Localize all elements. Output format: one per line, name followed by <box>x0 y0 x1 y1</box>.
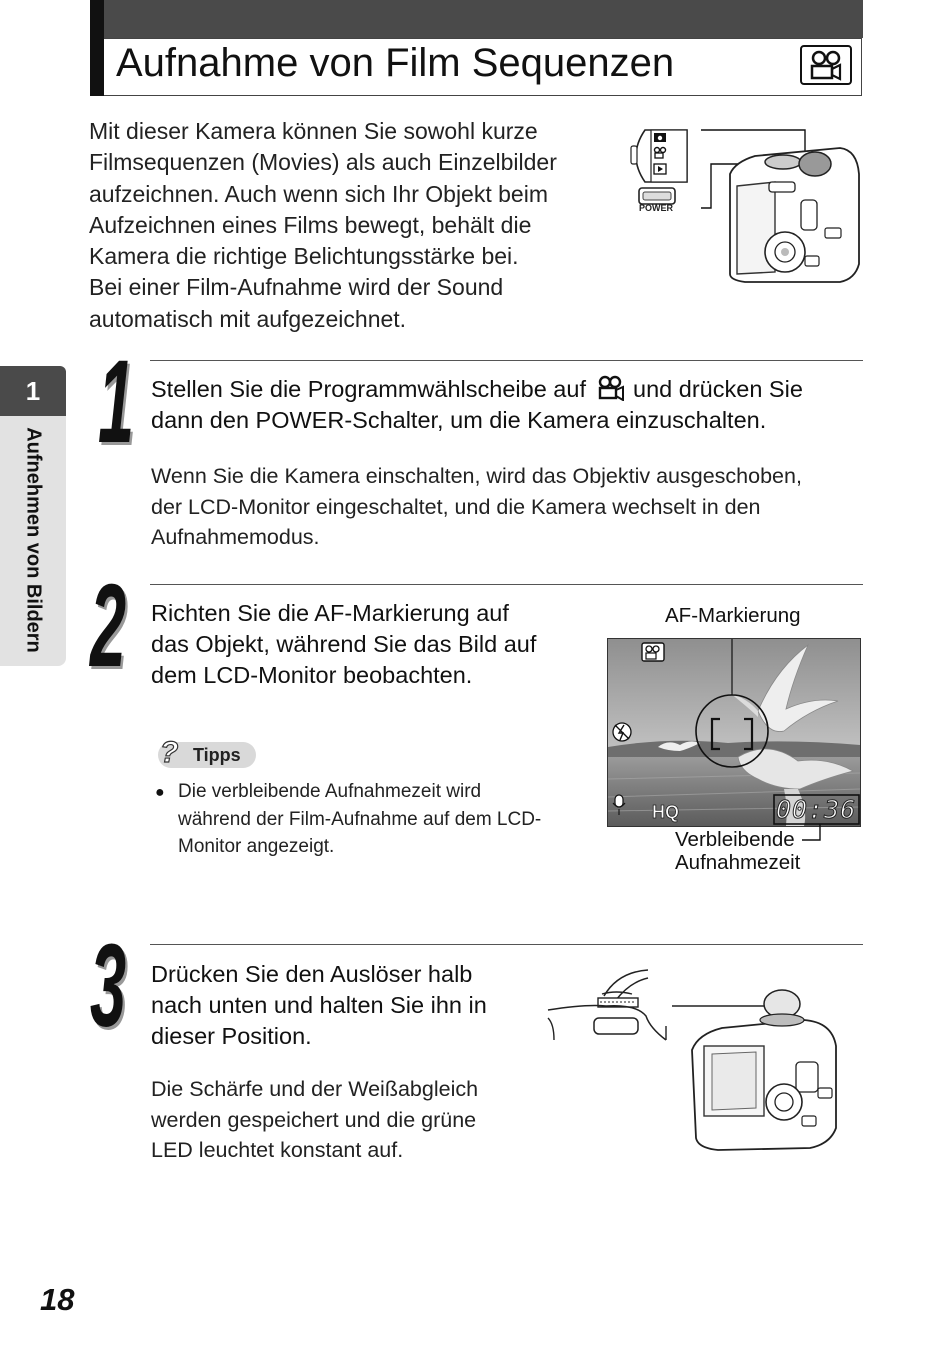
step-1-description-line: der LCD-Monitor eingeschaltet, und die Kamera wechselt in den <box>151 494 761 519</box>
bullet-icon: ● <box>155 784 165 801</box>
tips-line: Monitor angezeigt. <box>178 836 335 857</box>
step-3-description-line: LED leuchtet konstant auf. <box>151 1138 404 1162</box>
movie-mode-icon <box>595 375 625 401</box>
step-number: 3 <box>90 920 127 1052</box>
step-3-description-line: Die Schärfe und der Weißabgleich <box>151 1077 479 1101</box>
power-label: POWER <box>639 203 674 213</box>
remaining-time-label-line: Aufnahmezeit <box>675 851 801 874</box>
remaining-time-label-line: Verbleibende <box>675 828 795 851</box>
step-1-heading <box>151 374 871 436</box>
remaining-time-display: 00:36 <box>776 795 857 824</box>
step-2-heading-line: das Objekt, während Sie das Bild auf <box>151 631 537 657</box>
page-number: 18 <box>40 1282 75 1317</box>
step-3-description <box>151 1074 551 1166</box>
movie-camera-icon <box>800 45 852 85</box>
remaining-time-label <box>675 828 800 874</box>
step-1-heading-text: und drücken Sie <box>633 376 803 402</box>
step-number: 1 <box>98 336 135 468</box>
quality-indicator: HQ <box>652 802 679 822</box>
intro-line: Kamera die richtige Belichtungsstärke bei. <box>89 243 519 270</box>
header-accent <box>90 0 104 96</box>
step-3-heading-line: nach unten und halten Sie ihn in <box>151 992 487 1018</box>
step-2-heading <box>151 598 591 691</box>
tips-line: Die verbleibende Aufnahmezeit wird <box>178 781 482 802</box>
step-3-heading <box>151 959 551 1052</box>
step-divider <box>150 584 863 585</box>
step-divider <box>150 360 863 361</box>
step-2-heading-line: dem LCD-Monitor beobachten. <box>151 662 473 688</box>
step-1-heading-line <box>151 374 871 405</box>
tips-label: Tipps <box>193 745 241 765</box>
step-3-description-line: werden gespeichert und die grüne <box>151 1107 477 1132</box>
step-2-heading-line: Richten Sie die AF-Markierung auf <box>151 600 509 626</box>
intro-line: automatisch mit aufgezeichnet. <box>89 305 407 332</box>
chapter-number-tab: 1 <box>0 366 66 416</box>
intro-paragraph <box>89 116 599 335</box>
step-divider <box>150 944 863 945</box>
step-1-description <box>151 461 871 553</box>
step-3-heading-line: dieser Position. <box>151 1023 312 1049</box>
step-3-heading-line: Drücken Sie den Auslöser halb <box>151 961 473 987</box>
shutter-press-illustration <box>546 968 864 1154</box>
intro-line: aufzeichnen. Auch wenn sich Ihr Objekt beim <box>89 180 548 207</box>
chapter-label: Aufnehmen von Bildern <box>22 427 45 653</box>
intro-line: Bei einer Film-Aufnahme wird der Sound <box>89 274 504 301</box>
tips-text <box>178 778 578 861</box>
remaining-time-leader-line <box>800 822 830 844</box>
step-number: 2 <box>90 560 127 692</box>
step-1-description-line: Aufnahmemodus. <box>151 525 320 549</box>
tips-line: während der Film-Aufnahme auf dem LCD- <box>178 808 542 830</box>
intro-line: Filmsequenzen (Movies) als auch Einzelbilder <box>89 149 557 176</box>
question-mark-icon: ? <box>160 736 179 769</box>
header-bar <box>90 0 863 38</box>
intro-line: Aufzeichnen eines Films bewegt, behält die <box>89 211 532 238</box>
af-mark-label: AF-Markierung <box>665 604 801 627</box>
step-1-description-line: Wenn Sie die Kamera einschalten, wird das Objektiv ausgeschoben, <box>151 464 802 488</box>
page-title: Aufnahme von Film Sequenzen <box>116 41 675 85</box>
intro-line: Mit dieser Kamera können Sie sowohl kurze <box>89 118 538 144</box>
step-1-heading-text: Stellen Sie die Programmwählscheibe auf <box>151 376 586 402</box>
step-1-heading-line: dann den POWER-Schalter, um die Kamera einzuschalten. <box>151 407 767 433</box>
